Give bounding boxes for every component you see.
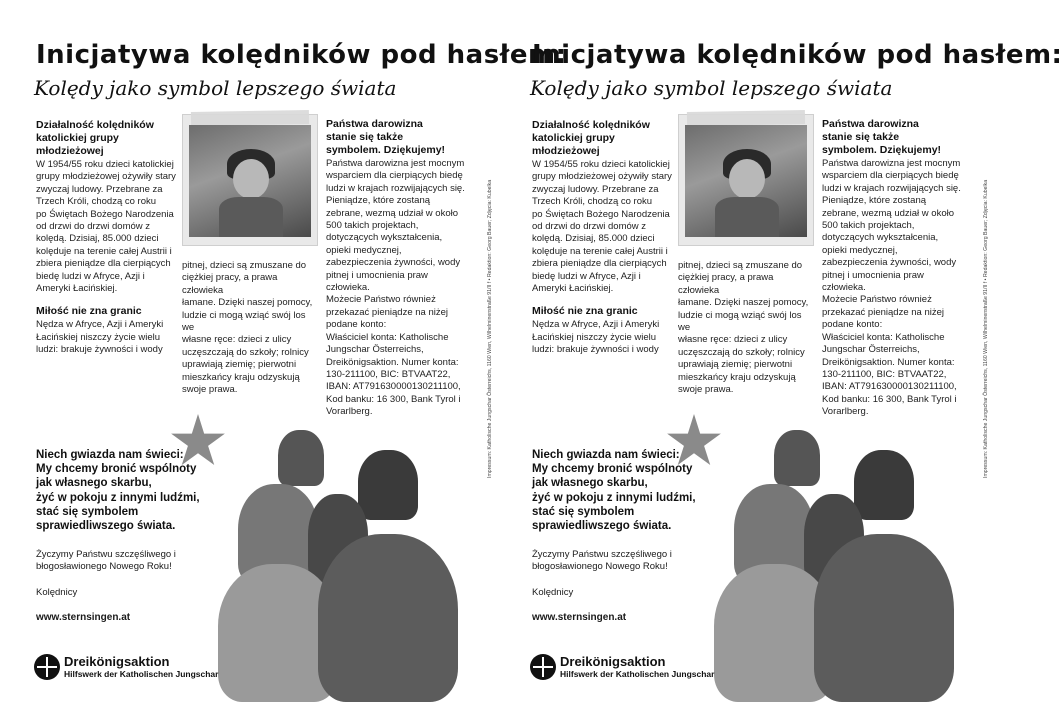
quote: Niech gwiazda nam świeci: My chcemy bronić wspólnoty jak własnego skarbu, żyć w pokoju z innymi ludźmi, stać się symbolem sprawiedliwszego świata. <box>532 449 696 533</box>
quote: Niech gwiazda nam świeci: My chcemy bronić wspólnoty jak własnego skarbu, żyć w pokoju z innymi ludźmi, stać się symbolem sprawiedliwszego świata. <box>36 449 200 533</box>
flyer-subtitle: Kolędy jako symbol lepszego świata <box>34 76 397 100</box>
heading-donation: Państwa darowizna stanie się także symbolem. Dziękujemy! <box>822 118 942 156</box>
photo-tape <box>191 110 309 126</box>
photo-image <box>685 125 807 237</box>
column-3 <box>326 118 466 419</box>
logo-name: Dreikönigsaktion <box>64 654 170 669</box>
photo-tape <box>687 110 805 126</box>
text-love: Nędza w Afryce, Azji i Ameryki Łacińskiej niszczy życie wielu ludzi: brakuje żywności i wody <box>532 319 660 356</box>
website-link[interactable]: www.sternsingen.at <box>36 612 131 623</box>
new-year-wish: Życzymy Państwu szczęśliwego i błogosławionego Nowego Roku! <box>36 549 176 573</box>
text-activity: W 1954/55 roku dzieci katolickiej grupy młodzieżowej ożywiły stary zwyczaj ludowy. Przebrane za Trzech Króli, chodzą co roku po Świętach Bożego Narodzenia od drzwi do drzwi domów z kolędą. Dzisiaj, 85.000 dzieci kolęduje na terenie całej Austrii i zbiera pieniądze dla cierpiących biedę ludzi w Afryce, Azji i Ameryki Łacińskiej. <box>36 159 176 295</box>
flyer-page-right <box>496 0 1062 702</box>
dreikoenigsaktion-logo <box>34 652 224 686</box>
column-1 <box>532 119 674 357</box>
child-photo <box>679 115 813 245</box>
column-1 <box>36 119 178 357</box>
logo-name: Dreikönigsaktion <box>560 654 666 669</box>
heading-activity: Działalność kolędników katolickiej grupy młodzieżowej <box>36 119 154 157</box>
cross-circle-icon <box>530 654 556 680</box>
text-continuation: pitnej, dzieci są zmuszane do ciężkiej pracy, a prawa człowieka łamane. Dzięki naszej pomocy, ludzie ci mogą wziąć swój los we własne ręce: dzieci z ulicy uczęszczają do szkoły; rolnicy uprawiają ziemię; pierwotni mieszkańcy kraju odzyskują swoje prawa. <box>182 260 313 396</box>
flyer-subtitle: Kolędy jako symbol lepszego świata <box>530 76 893 100</box>
child-photo <box>183 115 317 245</box>
column-3 <box>822 118 962 419</box>
photo-image <box>189 125 311 237</box>
text-continuation: pitnej, dzieci są zmuszane do ciężkiej pracy, a prawa człowieka łamane. Dzięki naszej pomocy, ludzie ci mogą wziąć swój los we własne ręce: dzieci z ulicy uczęszczają do szkoły; rolnicy uprawiają ziemię; pierwotni mieszkańcy kraju odzyskują swoje prawa. <box>678 260 809 396</box>
impressum-text: Impressum: Katholische Jungschar Österreichs, 1160 Wien, Wilhelminenstraße 91/II f • Redaktion: Georg Bauer; Zdjęcia: Kubelka <box>983 179 989 478</box>
logo-subtitle: Hilfswerk der Katholischen Jungschar <box>560 669 715 679</box>
dreikoenigsaktion-logo <box>530 652 720 686</box>
cross-circle-icon <box>34 654 60 680</box>
heading-donation: Państwa darowizna stanie się także symbolem. Dziękujemy! <box>326 118 446 156</box>
column-2 <box>182 260 320 396</box>
text-donation: Państwa darowizna jest mocnym wsparciem dla cierpiących biedę ludzi w krajach rozwijających się. Pieniądze, które zostaną zebrane, wezmą udział w około 500 takich projektach, dotyczących wykształcenia, opieki medycznej, zabezpieczenia żywności, wody pitnej i umocnienia praw człowieka. Możecie Państwo również przekazać pieniądze na niżej podane konto: Właściciel konta: Katholische Jungschar Österreichs, Dreikönigsaktion. Numer konta: 130-211100, BIC: BTVAAT22, IBAN: AT791630000130211100, Kod banku: 16 300, Bank Tyrol i Vorarlberg. <box>326 158 465 418</box>
column-2 <box>678 260 816 396</box>
signature: Kolędnicy <box>36 587 78 598</box>
heading-love: Miłość nie zna granic <box>36 305 142 318</box>
text-love: Nędza w Afryce, Azji i Ameryki Łacińskiej niszczy życie wielu ludzi: brakuje żywności i wody <box>36 319 164 356</box>
heading-activity: Działalność kolędników katolickiej grupy młodzieżowej <box>532 119 650 157</box>
impressum <box>477 118 493 478</box>
signature: Kolędnicy <box>532 587 574 598</box>
flyer-title: Inicjatywa kolędników pod hasłem: <box>532 40 1062 70</box>
new-year-wish: Życzymy Państwu szczęśliwego i błogosławionego Nowego Roku! <box>532 549 672 573</box>
text-donation: Państwa darowizna jest mocnym wsparciem dla cierpiących biedę ludzi w krajach rozwijających się. Pieniądze, które zostaną zebrane, wezmą udział w około 500 takich projektach, dotyczących wykształcenia, opieki medycznej, zabezpieczenia żywności, wody pitnej i umocnienia praw człowieka. Możecie Państwo również przekazać pieniądze na niżej podane konto: Właściciel konta: Katholische Jungschar Österreichs, Dreikönigsaktion. Numer konta: 130-211100, BIC: BTVAAT22, IBAN: AT791630000130211100, Kod banku: 16 300, Bank Tyrol i Vorarlberg. <box>822 158 961 418</box>
impressum <box>973 118 989 478</box>
heading-love: Miłość nie zna granic <box>532 305 638 318</box>
website-link[interactable]: www.sternsingen.at <box>532 612 627 623</box>
impressum-text: Impressum: Katholische Jungschar Österreichs, 1160 Wien, Wilhelminenstraße 91/II f • Redaktion: Georg Bauer; Zdjęcia: Kubelka <box>487 179 493 478</box>
text-activity: W 1954/55 roku dzieci katolickiej grupy młodzieżowej ożywiły stary zwyczaj ludowy. Przebrane za Trzech Króli, chodzą co roku po Świętach Bożego Narodzenia od drzwi do drzwi domów z kolędą. Dzisiaj, 85.000 dzieci kolęduje na terenie całej Austrii i zbiera pieniądze dla cierpiących biedę ludzi w Afryce, Azji i Ameryki Łacińskiej. <box>532 159 672 295</box>
flyer-title: Inicjatywa kolędników pod hasłem: <box>36 40 567 70</box>
logo-subtitle: Hilfswerk der Katholischen Jungschar <box>64 669 219 679</box>
